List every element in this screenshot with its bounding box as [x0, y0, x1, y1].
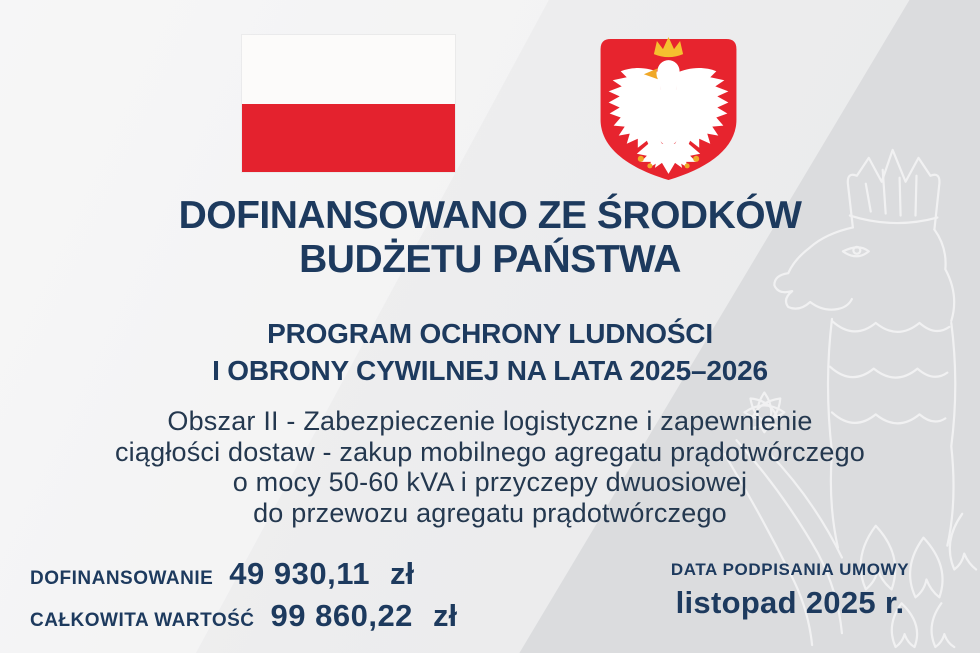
program-title: [0, 316, 980, 390]
description-line: Obszar II - Zabezpieczenie logistyczne i zapewnienie: [167, 406, 813, 436]
funding-amount: 49 930,11: [229, 556, 370, 591]
funding-row-dofinansowanie: [30, 556, 457, 592]
funding-label: DOFINANSOWANIE: [30, 568, 214, 589]
funding-currency: zł: [432, 598, 458, 633]
funding-amount: 99 860,22: [270, 598, 413, 633]
signing-date-value: listopad 2025 r.: [675, 585, 905, 620]
main-title-line2: BUDŻETU PAŃSTWA: [299, 238, 681, 282]
funding-row-calkowita-wartosc: [30, 598, 457, 634]
program-title-line1: PROGRAM OCHRONY LUDNOŚCI: [267, 318, 713, 349]
signing-date-block: [640, 560, 940, 621]
polish-flag-icon: [242, 35, 455, 172]
main-title: [0, 194, 980, 283]
main-title-line1: DOFINANSOWANO ZE ŚRODKÓW: [178, 194, 802, 237]
funding-amounts: [30, 556, 457, 640]
program-title-line2: I OBRONY CYWILNEJ NA LATA 2025–2026: [212, 354, 768, 386]
description-line: do przewozu agregatu prądotwórczego: [253, 497, 727, 528]
funding-currency: zł: [389, 556, 415, 591]
description-line: ciągłości dostaw - zakup mobilnego agregatu prądotwórczego: [114, 436, 866, 467]
description-line: o mocy 50-60 kVA i przyczepy dwuosiowej: [232, 467, 748, 497]
flag-white-stripe: [242, 35, 455, 104]
funding-label: CAŁKOWITA WARTOŚĆ: [30, 610, 255, 631]
flag-red-stripe: [242, 104, 455, 173]
polish-coat-of-arms-icon: [590, 33, 747, 186]
project-description: [0, 406, 980, 528]
signing-date-label: DATA PODPISANIA UMOWY: [670, 560, 910, 579]
